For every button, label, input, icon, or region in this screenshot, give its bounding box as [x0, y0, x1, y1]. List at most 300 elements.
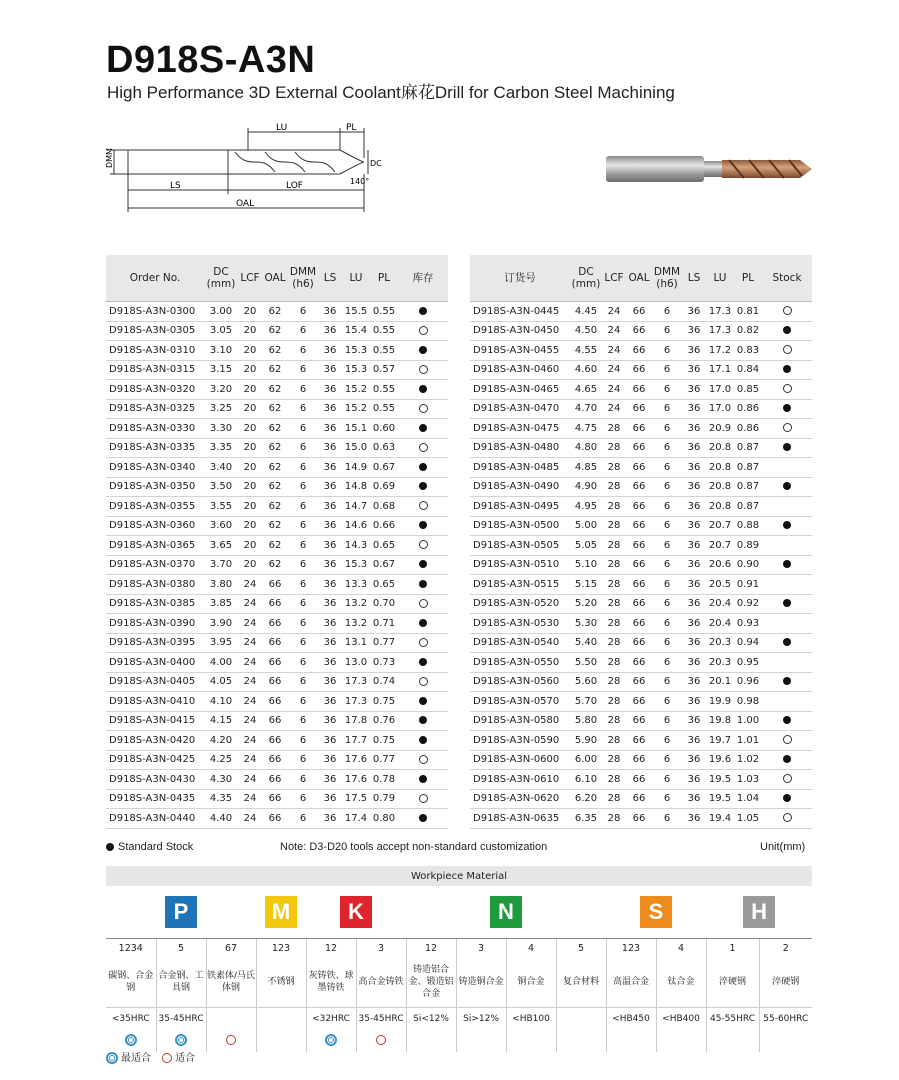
material-suitability-cell	[106, 1030, 156, 1052]
table-row	[106, 555, 448, 575]
col-dc: DC (mm)	[570, 255, 602, 302]
ls-cell: 36	[318, 672, 342, 692]
dc-cell: 3.90	[204, 614, 238, 634]
oal-cell: 66	[262, 770, 288, 790]
order-no-cell: D918S-A3N-0305	[106, 321, 204, 341]
oal-cell: 66	[626, 380, 652, 400]
order-no-cell: D918S-A3N-0440	[106, 809, 204, 829]
dc-cell: 4.25	[204, 750, 238, 770]
table-row	[470, 692, 812, 712]
material-subgroup-cell: 3	[456, 939, 506, 958]
dmm-cell: 6	[652, 770, 682, 790]
lu-cell: 15.4	[342, 321, 370, 341]
pl-cell: 0.66	[370, 516, 398, 536]
table-row	[470, 321, 812, 341]
lcf-cell: 24	[238, 770, 262, 790]
material-suitability-cell	[606, 1030, 656, 1052]
stock-cell	[762, 731, 812, 751]
material-suitability-cell	[256, 1030, 306, 1052]
oal-cell: 66	[262, 789, 288, 809]
dc-cell: 5.70	[570, 692, 602, 712]
lu-cell: 19.9	[706, 692, 734, 712]
lu-cell: 14.9	[342, 458, 370, 478]
lcf-cell: 24	[602, 321, 626, 341]
order-no-cell: D918S-A3N-0380	[106, 575, 204, 595]
lcf-cell: 24	[238, 614, 262, 634]
table-row	[470, 477, 812, 497]
dc-cell: 3.05	[204, 321, 238, 341]
table-row	[470, 555, 812, 575]
col-ls: LS	[682, 255, 706, 302]
ls-cell: 36	[318, 458, 342, 478]
oal-cell: 66	[626, 419, 652, 439]
order-no-cell: D918S-A3N-0620	[470, 789, 570, 809]
material-hardness-cell: <HB100	[506, 1008, 556, 1031]
lu-cell: 13.1	[342, 633, 370, 653]
ls-cell: 36	[318, 477, 342, 497]
table-row	[470, 594, 812, 614]
stock-cell	[762, 477, 812, 497]
product-title: D918S-A3N	[106, 39, 316, 81]
lu-cell: 19.5	[706, 770, 734, 790]
stock-cell	[398, 497, 448, 517]
lcf-cell: 20	[238, 497, 262, 517]
dmm-cell: 6	[652, 438, 682, 458]
oal-cell: 62	[262, 321, 288, 341]
unit-label: Unit(mm)	[760, 841, 806, 853]
oal-cell: 66	[626, 692, 652, 712]
stock-cell	[398, 633, 448, 653]
material-name-cell: 铜合金	[506, 957, 556, 1008]
order-no-cell: D918S-A3N-0350	[106, 477, 204, 497]
ls-cell: 36	[682, 633, 706, 653]
in-stock-dot-icon	[783, 794, 791, 802]
lcf-cell: 20	[238, 360, 262, 380]
col-dmm: DMM (h6)	[288, 255, 318, 302]
material-hardness-cell: <35HRC	[106, 1008, 156, 1031]
material-hardness-cell: <HB450	[606, 1008, 656, 1031]
pl-cell: 0.83	[734, 341, 762, 361]
in-stock-dot-icon	[783, 599, 791, 607]
table-row	[106, 341, 448, 361]
order-no-cell: D918S-A3N-0560	[470, 672, 570, 692]
stock-cell	[762, 594, 812, 614]
material-name-cell: 复合材料	[556, 957, 606, 1008]
lu-cell: 13.3	[342, 575, 370, 595]
in-stock-dot-icon	[783, 755, 791, 763]
dmm-cell: 6	[288, 399, 318, 419]
table-row	[106, 731, 448, 751]
lcf-cell: 28	[602, 438, 626, 458]
lu-cell: 20.8	[706, 477, 734, 497]
stock-cell	[398, 380, 448, 400]
lcf-cell: 20	[238, 555, 262, 575]
lu-cell: 20.1	[706, 672, 734, 692]
order-no-cell: D918S-A3N-0600	[470, 750, 570, 770]
best-suited-icon	[325, 1034, 337, 1046]
lcf-cell: 20	[238, 341, 262, 361]
dc-cell: 3.60	[204, 516, 238, 536]
table-row	[106, 653, 448, 673]
lu-cell: 19.8	[706, 711, 734, 731]
order-no-cell: D918S-A3N-0515	[470, 575, 570, 595]
lcf-cell: 24	[238, 575, 262, 595]
dmm-cell: 6	[288, 692, 318, 712]
lcf-cell: 20	[238, 536, 262, 556]
in-stock-dot-icon	[419, 775, 427, 783]
order-no-cell: D918S-A3N-0435	[106, 789, 204, 809]
pl-cell: 0.69	[370, 477, 398, 497]
dc-cell: 6.10	[570, 770, 602, 790]
lcf-cell: 20	[238, 419, 262, 439]
oal-cell: 66	[626, 614, 652, 634]
lcf-cell: 28	[602, 458, 626, 478]
col-lcf: LCF	[602, 255, 626, 302]
stock-cell	[762, 360, 812, 380]
stock-cell	[398, 614, 448, 634]
oal-cell: 66	[262, 672, 288, 692]
stock-cell	[398, 399, 448, 419]
dmm-cell: 6	[652, 302, 682, 322]
spec-table-right-body	[470, 302, 812, 829]
material-suitability-cell	[356, 1030, 406, 1052]
shank-outline	[128, 150, 228, 174]
stock-cell	[762, 516, 812, 536]
table-row	[470, 809, 812, 829]
pl-cell: 0.71	[370, 614, 398, 634]
on-order-circle-icon	[419, 638, 428, 647]
stock-cell	[762, 555, 812, 575]
material-names-row	[106, 957, 812, 1008]
lcf-cell: 20	[238, 302, 262, 322]
dc-cell: 5.50	[570, 653, 602, 673]
dmm-cell: 6	[288, 633, 318, 653]
oal-cell: 66	[626, 731, 652, 751]
order-no-cell: D918S-A3N-0310	[106, 341, 204, 361]
dmm-cell: 6	[652, 516, 682, 536]
col-order-no: 订货号	[470, 255, 570, 302]
on-order-circle-icon	[419, 365, 428, 374]
ls-cell: 36	[682, 672, 706, 692]
lu-cell: 20.8	[706, 497, 734, 517]
in-stock-dot-icon	[419, 307, 427, 315]
col-dc: DC (mm)	[204, 255, 238, 302]
table-row	[470, 614, 812, 634]
in-stock-dot-icon	[419, 385, 427, 393]
lu-cell: 19.7	[706, 731, 734, 751]
on-order-circle-icon	[419, 794, 428, 803]
drill-product-photo	[604, 150, 814, 190]
table-row	[470, 731, 812, 751]
stock-cell	[398, 692, 448, 712]
order-no-cell: D918S-A3N-0540	[470, 633, 570, 653]
dmm-cell: 6	[652, 321, 682, 341]
dmm-cell: 6	[652, 731, 682, 751]
pl-cell: 0.65	[370, 575, 398, 595]
stock-cell	[398, 341, 448, 361]
suitability-legend: 最适合 适合	[106, 1052, 195, 1066]
dc-cell: 3.30	[204, 419, 238, 439]
lcf-cell: 28	[602, 633, 626, 653]
material-hardness-cell: 35-45HRC	[356, 1008, 406, 1031]
ls-cell: 36	[318, 321, 342, 341]
oal-cell: 66	[626, 770, 652, 790]
pl-cell: 0.93	[734, 614, 762, 634]
pl-cell: 0.86	[734, 399, 762, 419]
pl-cell: 0.92	[734, 594, 762, 614]
dc-cell: 4.85	[570, 458, 602, 478]
table-row	[470, 536, 812, 556]
dc-cell: 3.00	[204, 302, 238, 322]
order-no-cell: D918S-A3N-0455	[470, 341, 570, 361]
oal-cell: 66	[626, 594, 652, 614]
material-name-cell: 铁素体/马氏体钢	[206, 957, 256, 1008]
in-stock-dot-icon	[783, 560, 791, 568]
on-order-circle-icon	[783, 306, 792, 315]
ls-cell: 36	[682, 341, 706, 361]
lu-cell: 15.3	[342, 341, 370, 361]
oal-cell: 66	[626, 575, 652, 595]
on-order-circle-icon	[419, 443, 428, 452]
oal-cell: 66	[626, 360, 652, 380]
stock-cell	[398, 360, 448, 380]
dc-cell: 5.10	[570, 555, 602, 575]
ls-cell: 36	[682, 497, 706, 517]
stock-cell	[398, 419, 448, 439]
table-row	[470, 419, 812, 439]
table-row	[470, 633, 812, 653]
lu-cell: 20.3	[706, 653, 734, 673]
pl-cell: 0.74	[370, 672, 398, 692]
stock-cell	[398, 731, 448, 751]
lcf-cell: 24	[238, 711, 262, 731]
order-no-cell: D918S-A3N-0475	[470, 419, 570, 439]
material-name-cell: 合金钢、工具钢	[156, 957, 206, 1008]
customization-note: Note: D3-D20 tools accept non-standard customization	[280, 841, 548, 853]
oal-label: OAL	[236, 199, 255, 209]
dc-cell: 3.35	[204, 438, 238, 458]
lu-cell: 14.7	[342, 497, 370, 517]
pl-cell: 0.96	[734, 672, 762, 692]
lu-cell: 20.4	[706, 594, 734, 614]
lu-cell: 17.0	[706, 380, 734, 400]
order-no-cell: D918S-A3N-0415	[106, 711, 204, 731]
lu-cell: 20.3	[706, 633, 734, 653]
lu-cell: 20.6	[706, 555, 734, 575]
ls-cell: 36	[318, 380, 342, 400]
ls-cell: 36	[318, 497, 342, 517]
oal-cell: 66	[626, 789, 652, 809]
dmm-cell: 6	[652, 399, 682, 419]
lu-cell: 15.3	[342, 555, 370, 575]
table-row	[470, 497, 812, 517]
ls-cell: 36	[682, 399, 706, 419]
material-hardness-cell: 35-45HRC	[156, 1008, 206, 1031]
lu-cell: 20.5	[706, 575, 734, 595]
on-order-circle-icon	[419, 599, 428, 608]
dc-cell: 3.55	[204, 497, 238, 517]
in-stock-dot-icon	[419, 346, 427, 354]
stock-cell	[762, 419, 812, 439]
lcf-cell: 28	[602, 497, 626, 517]
pl-label: PL	[346, 123, 357, 133]
dc-cell: 3.65	[204, 536, 238, 556]
col-pl: PL	[734, 255, 762, 302]
stock-cell	[762, 302, 812, 322]
lcf-cell: 28	[602, 555, 626, 575]
dc-cell: 5.15	[570, 575, 602, 595]
table-row	[106, 458, 448, 478]
lcf-cell: 24	[238, 750, 262, 770]
pl-cell: 0.67	[370, 458, 398, 478]
ls-cell: 36	[318, 555, 342, 575]
table-row	[106, 692, 448, 712]
dc-cell: 4.10	[204, 692, 238, 712]
material-hardness-row	[106, 1008, 812, 1031]
order-no-cell: D918S-A3N-0335	[106, 438, 204, 458]
col-oal: OAL	[626, 255, 652, 302]
material-group-badge: P	[165, 896, 197, 928]
material-hardness-cell: 45-55HRC	[706, 1008, 759, 1031]
dmm-cell: 6	[652, 789, 682, 809]
oal-cell: 66	[626, 302, 652, 322]
pl-cell: 0.78	[370, 770, 398, 790]
oal-cell: 62	[262, 477, 288, 497]
material-group-cell	[406, 886, 606, 939]
stock-cell	[398, 575, 448, 595]
dmm-cell: 6	[288, 789, 318, 809]
ls-cell: 36	[318, 536, 342, 556]
oal-cell: 66	[262, 731, 288, 751]
dmm-cell: 6	[288, 321, 318, 341]
dmm-label: DMM	[105, 148, 114, 168]
oal-cell: 66	[262, 575, 288, 595]
ls-cell: 36	[318, 614, 342, 634]
oal-cell: 66	[262, 692, 288, 712]
lu-cell: 14.6	[342, 516, 370, 536]
in-stock-dot-icon	[783, 482, 791, 490]
order-no-cell: D918S-A3N-0355	[106, 497, 204, 517]
order-no-cell: D918S-A3N-0300	[106, 302, 204, 322]
dmm-cell: 6	[288, 477, 318, 497]
table-row	[470, 770, 812, 790]
best-suited-icon	[175, 1034, 187, 1046]
material-name-cell: 淬硬钢	[706, 957, 759, 1008]
material-group-cell	[106, 886, 256, 939]
material-group-cell	[606, 886, 706, 939]
material-hardness-cell	[256, 1008, 306, 1031]
dmm-cell: 6	[288, 536, 318, 556]
lu-cell: 15.2	[342, 380, 370, 400]
pl-cell: 0.98	[734, 692, 762, 712]
ls-cell: 36	[318, 594, 342, 614]
order-no-cell: D918S-A3N-0550	[470, 653, 570, 673]
stock-cell	[398, 458, 448, 478]
table-row	[106, 360, 448, 380]
best-suited-icon	[106, 1052, 118, 1064]
dmm-cell: 6	[288, 731, 318, 751]
pl-cell: 0.57	[370, 360, 398, 380]
stock-cell	[762, 341, 812, 361]
pl-cell: 0.87	[734, 497, 762, 517]
dc-cell: 3.40	[204, 458, 238, 478]
order-no-cell: D918S-A3N-0395	[106, 633, 204, 653]
product-subtitle: High Performance 3D External Coolant麻花Drill for Carbon Steel Machining	[107, 83, 675, 102]
ls-cell: 36	[318, 750, 342, 770]
lu-cell: 17.3	[706, 321, 734, 341]
order-no-cell: D918S-A3N-0425	[106, 750, 204, 770]
ls-cell: 36	[318, 438, 342, 458]
stock-cell	[398, 653, 448, 673]
dc-cell: 3.25	[204, 399, 238, 419]
oal-cell: 66	[626, 672, 652, 692]
lcf-cell: 28	[602, 789, 626, 809]
angle-label: 140°	[350, 177, 370, 186]
oal-cell: 66	[626, 536, 652, 556]
dmm-cell: 6	[652, 458, 682, 478]
table-row	[106, 672, 448, 692]
table-row	[106, 711, 448, 731]
material-suitability-cell	[156, 1030, 206, 1052]
on-order-circle-icon	[419, 404, 428, 413]
material-subgroup-cell: 3	[356, 939, 406, 958]
order-no-cell: D918S-A3N-0315	[106, 360, 204, 380]
order-no-cell: D918S-A3N-0430	[106, 770, 204, 790]
material-group-cell	[706, 886, 812, 939]
dc-cell: 4.75	[570, 419, 602, 439]
lcf-cell: 20	[238, 399, 262, 419]
in-stock-dot-icon	[419, 697, 427, 705]
material-subgroup-cell: 4	[656, 939, 706, 958]
workpiece-material-header: Workpiece Material	[106, 866, 812, 886]
lu-cell: 17.1	[706, 360, 734, 380]
ls-cell: 36	[682, 360, 706, 380]
ls-cell: 36	[318, 789, 342, 809]
dc-cell: 4.55	[570, 341, 602, 361]
oal-cell: 66	[262, 653, 288, 673]
material-group-cell	[306, 886, 406, 939]
dmm-cell: 6	[652, 692, 682, 712]
dc-cell: 4.40	[204, 809, 238, 829]
table-row	[106, 516, 448, 536]
material-suitability-cell	[456, 1030, 506, 1052]
stock-cell	[762, 789, 812, 809]
dc-cell: 3.85	[204, 594, 238, 614]
order-no-cell: D918S-A3N-0460	[470, 360, 570, 380]
stock-cell	[762, 321, 812, 341]
col-dmm: DMM (h6)	[652, 255, 682, 302]
stock-cell	[398, 536, 448, 556]
dmm-cell: 6	[652, 711, 682, 731]
ls-cell: 36	[682, 458, 706, 478]
oal-cell: 66	[626, 809, 652, 829]
material-hardness-cell	[556, 1008, 606, 1031]
material-subgroup-row	[106, 939, 812, 958]
order-no-cell: D918S-A3N-0445	[470, 302, 570, 322]
pl-cell: 0.73	[370, 653, 398, 673]
in-stock-dot-icon	[783, 365, 791, 373]
pl-cell: 1.03	[734, 770, 762, 790]
order-no-cell: D918S-A3N-0520	[470, 594, 570, 614]
lu-cell: 17.6	[342, 770, 370, 790]
order-no-cell: D918S-A3N-0470	[470, 399, 570, 419]
ls-cell: 36	[682, 692, 706, 712]
material-hardness-cell: <HB400	[656, 1008, 706, 1031]
on-order-circle-icon	[419, 540, 428, 549]
dmm-cell: 6	[288, 750, 318, 770]
dmm-cell: 6	[288, 809, 318, 829]
stock-cell	[762, 575, 812, 595]
